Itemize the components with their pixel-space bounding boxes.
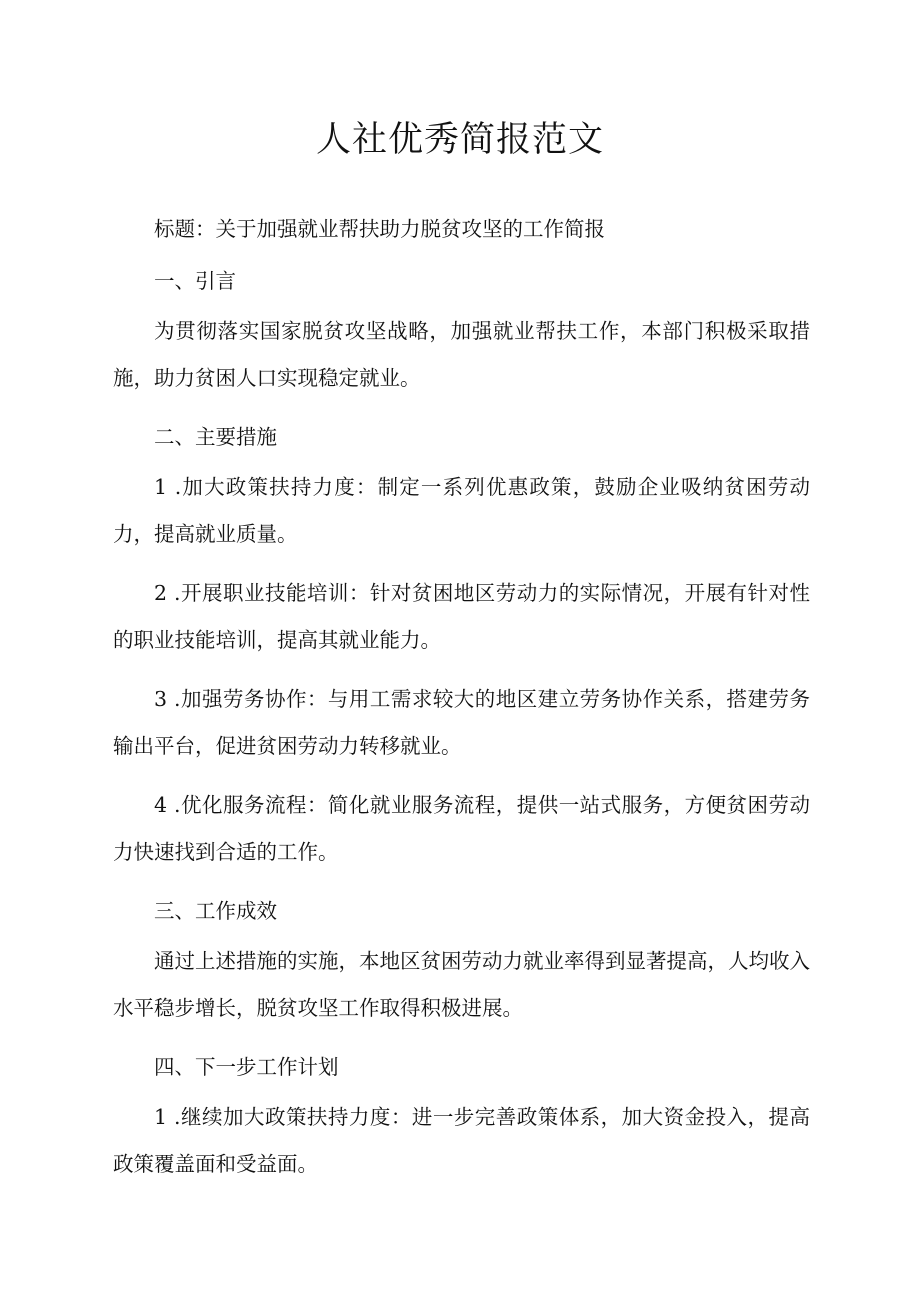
document-title: 人社优秀简报范文 [315, 120, 604, 160]
section-heading-results: 三、工作成效 [154, 899, 277, 923]
plan-item-1: 1 .继续加大政策扶持力度：进一步完善政策体系，加大资金投入，提高政策覆盖面和受益面。 [113, 1105, 810, 1176]
measure-item-1: 1 .加大政策扶持力度：制定一系列优惠政策，鼓励企业吸纳贫困劳动力，提高就业质量。 [113, 475, 810, 546]
measure-item-4: 4 .优化服务流程：简化就业服务流程，提供一站式服务，方便贫困劳动力快速找到合适的工作。 [113, 793, 810, 864]
intro-paragraph: 为贯彻落实国家脱贫攻坚战略，加强就业帮扶工作，本部门积极采取措施，助力贫困人口实现稳定就业。 [113, 319, 810, 390]
results-paragraph: 通过上述措施的实施，本地区贫困劳动力就业率得到显著提高，人均收入水平稳步增长，脱贫攻坚工作取得积极进展。 [113, 949, 810, 1020]
measure-item-3: 3 .加强劳务协作：与用工需求较大的地区建立劳务协作关系，搭建劳务输出平台，促进贫困劳动力转移就业。 [113, 687, 810, 758]
section-heading-measures: 二、主要措施 [154, 425, 277, 449]
report-subject: 标题：关于加强就业帮扶助力脱贫攻坚的工作简报 [154, 217, 605, 241]
section-heading-plan: 四、下一步工作计划 [154, 1055, 339, 1079]
measure-item-2: 2 .开展职业技能培训：针对贫困地区劳动力的实际情况，开展有针对性的职业技能培训，提高其就业能力。 [113, 581, 810, 652]
document-body [113, 206, 810, 1200]
section-heading-intro: 一、引言 [154, 269, 236, 293]
